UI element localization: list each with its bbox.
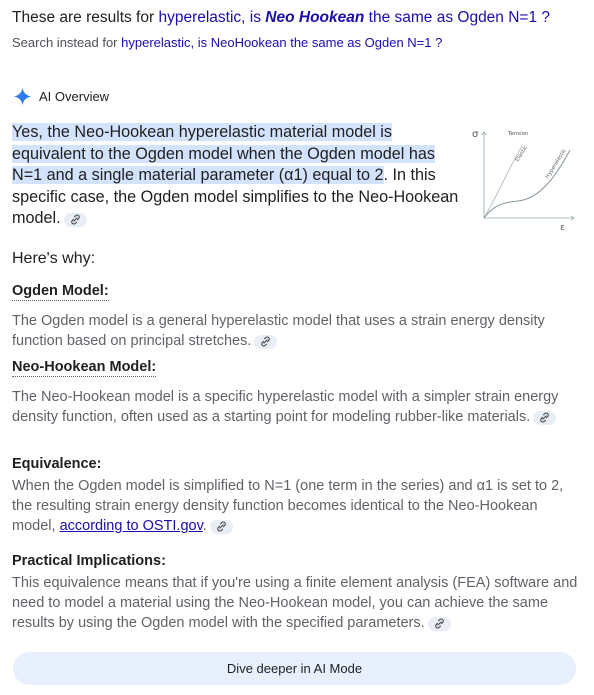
section-heading[interactable]: Neo-Hookean Model: — [12, 359, 157, 375]
stress-strain-thumbnail[interactable] — [470, 124, 586, 232]
section-ogden — [12, 282, 582, 351]
heres-why-heading: Here's why: — [12, 250, 96, 267]
spelling-correction — [12, 9, 550, 27]
section-heading[interactable]: Ogden Model: — [12, 283, 109, 299]
dive-deeper-ai-mode-button[interactable]: Dive deeper in AI Mode — [13, 652, 576, 685]
source-link-chip[interactable] — [533, 411, 556, 425]
ai-overview-label: AI Overview — [39, 89, 110, 104]
ai-overview-header — [13, 87, 109, 106]
section-body: The Neo-Hookean model is a specific hyperelastic model with a simpler strain energy density function, often used as a starting point for modeling rubber-like materials. — [12, 389, 559, 425]
summary-highlight: Yes, the Neo-Hookean hyperelastic material model is equivalent to the Ogden model when the Ogden model has N=1 and a single material parameter (α1) equal to 2 — [12, 123, 435, 184]
figure-curve1-label: Elastic — [514, 144, 530, 164]
figure-y-label: σ — [472, 129, 479, 140]
figure-x-label: ε — [560, 223, 565, 232]
section-heading: Practical Implications: — [12, 553, 166, 569]
source-link-chip[interactable] — [64, 213, 87, 227]
correction-prefix: These are results for — [12, 9, 159, 26]
link-icon — [434, 618, 445, 629]
figure-curve2-label: Hyperelastic — [544, 147, 568, 181]
link-icon — [260, 336, 271, 347]
section-equivalence — [12, 456, 582, 536]
source-link-chip[interactable] — [254, 335, 277, 349]
source-link-chip[interactable] — [210, 520, 233, 534]
ai-summary — [12, 122, 460, 230]
section-neo-hookean — [12, 358, 582, 427]
search-instead — [12, 35, 442, 50]
section-practical-implications — [12, 553, 582, 633]
section-body: This equivalence means that if you're using a finite element analysis (FEA) software and need to model a material using the Neo-Hookean model, you can achieve the same results by using the Ogden model with the specified parameters. — [12, 575, 578, 631]
link-icon — [70, 214, 81, 225]
section-body: The Ogden model is a general hyperelastic model that uses a strain energy density function based on principal stretches. — [12, 313, 545, 349]
search-instead-prefix: Search instead for — [12, 35, 122, 50]
sparkle-icon — [13, 87, 32, 106]
section-heading: Equivalence: — [12, 456, 102, 472]
link-icon — [539, 412, 550, 423]
figure-title: Tension — [508, 131, 529, 137]
section-body: When the Ogden model is simplified to N=1 (one term in the series) and α1 is set to 2, the resulting strain energy density function becomes identical to the Neo-Hookean model, according to OSTI.gov. — [12, 478, 564, 534]
summary-rest: . In this specific case, the Ogden model simplifies to the Neo-Hookean model. — [12, 166, 459, 227]
original-query-link[interactable]: hyperelastic, is NeoHookean the same as Ogden N=1 ? — [121, 35, 443, 50]
source-link-chip[interactable] — [428, 617, 451, 631]
osti-source-link[interactable]: according to OSTI.gov — [59, 518, 203, 534]
link-icon — [216, 521, 227, 532]
corrected-query-link[interactable]: hyperelastic, is Neo Hookean the same as Ogden N=1 ? — [158, 9, 551, 26]
